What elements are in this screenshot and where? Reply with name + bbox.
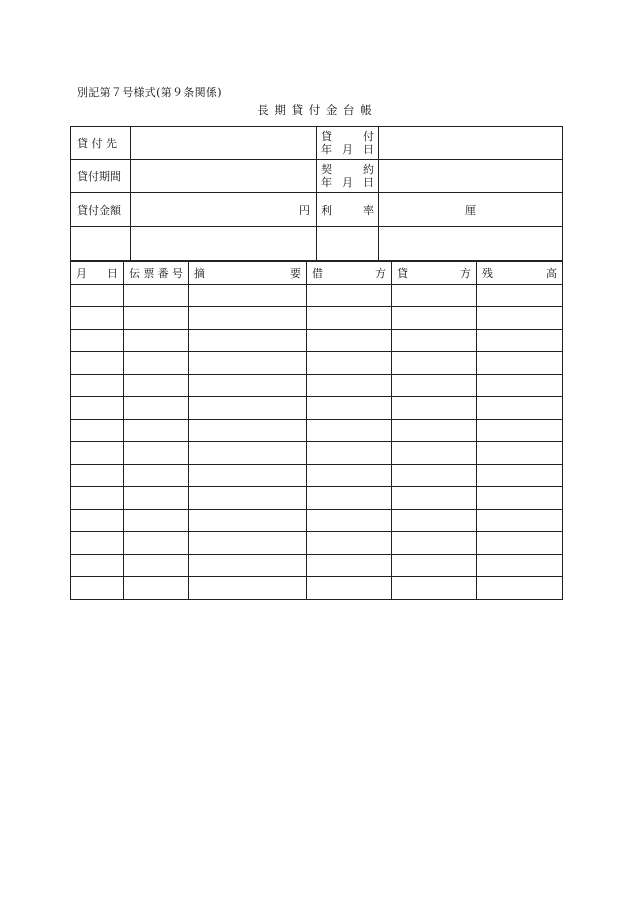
loan-info-table	[70, 126, 563, 261]
cell-month-day[interactable]	[71, 352, 124, 375]
cell-balance[interactable]	[477, 307, 563, 330]
cell-voucher-number[interactable]	[124, 284, 189, 307]
ledger-body	[71, 284, 563, 599]
cell-credit[interactable]	[392, 464, 477, 487]
cell-balance[interactable]	[477, 532, 563, 555]
cell-month-day[interactable]	[71, 577, 124, 600]
cell-description[interactable]	[189, 577, 307, 600]
cell-credit[interactable]	[392, 307, 477, 330]
cell-credit[interactable]	[392, 397, 477, 420]
cell-description[interactable]	[189, 374, 307, 397]
table-row	[71, 397, 563, 420]
interest-rate-label: 利 率	[317, 193, 379, 227]
cell-debit[interactable]	[307, 554, 392, 577]
header-debit: 借 方	[307, 262, 392, 285]
form-reference: 別記第７号様式(第９条関係)	[77, 86, 222, 99]
table-row	[71, 442, 563, 465]
cell-description[interactable]	[189, 352, 307, 375]
table-row	[71, 509, 563, 532]
table-row	[71, 577, 563, 600]
table-row	[71, 464, 563, 487]
cell-voucher-number[interactable]	[124, 487, 189, 510]
cell-month-day[interactable]	[71, 374, 124, 397]
blank-field-1[interactable]	[131, 227, 317, 261]
header-balance: 残 高	[477, 262, 563, 285]
cell-description[interactable]	[189, 532, 307, 555]
cell-description[interactable]	[189, 554, 307, 577]
cell-description[interactable]	[189, 442, 307, 465]
cell-balance[interactable]	[477, 397, 563, 420]
cell-voucher-number[interactable]	[124, 509, 189, 532]
cell-debit[interactable]	[307, 509, 392, 532]
cell-credit[interactable]	[392, 374, 477, 397]
cell-debit[interactable]	[307, 532, 392, 555]
blank-label-cell-2	[317, 227, 379, 261]
cell-voucher-number[interactable]	[124, 532, 189, 555]
loan-amount-label: 貸付金額	[71, 193, 131, 227]
cell-credit[interactable]	[392, 329, 477, 352]
cell-voucher-number[interactable]	[124, 442, 189, 465]
cell-voucher-number[interactable]	[124, 374, 189, 397]
cell-voucher-number[interactable]	[124, 464, 189, 487]
borrower-label: 貸 付 先	[71, 127, 131, 160]
cell-month-day[interactable]	[71, 329, 124, 352]
cell-description[interactable]	[189, 284, 307, 307]
table-row	[71, 532, 563, 555]
cell-debit[interactable]	[307, 307, 392, 330]
cell-description[interactable]	[189, 329, 307, 352]
header-credit: 貸 方	[392, 262, 477, 285]
cell-balance[interactable]	[477, 509, 563, 532]
cell-voucher-number[interactable]	[124, 577, 189, 600]
cell-balance[interactable]	[477, 577, 563, 600]
cell-month-day[interactable]	[71, 532, 124, 555]
loan-date-field[interactable]	[379, 127, 563, 160]
cell-credit[interactable]	[392, 532, 477, 555]
cell-month-day[interactable]	[71, 509, 124, 532]
interest-rate-field[interactable]	[379, 193, 563, 227]
table-row	[71, 487, 563, 510]
cell-voucher-number[interactable]	[124, 307, 189, 330]
table-row	[71, 352, 563, 375]
cell-credit[interactable]	[392, 352, 477, 375]
cell-debit[interactable]	[307, 464, 392, 487]
cell-description[interactable]	[189, 307, 307, 330]
blank-field-2[interactable]	[379, 227, 563, 261]
cell-month-day[interactable]	[71, 487, 124, 510]
cell-balance[interactable]	[477, 419, 563, 442]
table-row	[71, 329, 563, 352]
cell-debit[interactable]	[307, 284, 392, 307]
contract-date-label: 契 約 年 月 日	[317, 160, 379, 193]
cell-balance[interactable]	[477, 284, 563, 307]
cell-debit[interactable]	[307, 577, 392, 600]
loan-period-field[interactable]	[131, 160, 317, 193]
cell-description[interactable]	[189, 419, 307, 442]
table-row	[71, 419, 563, 442]
cell-balance[interactable]	[477, 554, 563, 577]
table-row	[71, 374, 563, 397]
header-month-day: 月 日	[71, 262, 124, 285]
cell-description[interactable]	[189, 487, 307, 510]
cell-balance[interactable]	[477, 352, 563, 375]
cell-debit[interactable]	[307, 329, 392, 352]
table-row	[71, 284, 563, 307]
table-row	[71, 554, 563, 577]
cell-debit[interactable]	[307, 374, 392, 397]
page-title: 長 期 貸 付 金 台 帳	[257, 103, 373, 117]
cell-voucher-number[interactable]	[124, 329, 189, 352]
ledger-table	[70, 261, 563, 600]
cell-credit[interactable]	[392, 577, 477, 600]
cell-balance[interactable]	[477, 464, 563, 487]
cell-credit[interactable]	[392, 442, 477, 465]
cell-debit[interactable]	[307, 419, 392, 442]
cell-credit[interactable]	[392, 554, 477, 577]
loan-date-label: 貸 付 年 月 日	[317, 127, 379, 160]
table-row	[71, 307, 563, 330]
cell-month-day[interactable]	[71, 554, 124, 577]
cell-voucher-number[interactable]	[124, 352, 189, 375]
cell-month-day[interactable]	[71, 442, 124, 465]
cell-voucher-number[interactable]	[124, 554, 189, 577]
cell-balance[interactable]	[477, 374, 563, 397]
cell-description[interactable]	[189, 397, 307, 420]
rin-unit: 厘	[465, 203, 476, 217]
cell-voucher-number[interactable]	[124, 397, 189, 420]
blank-label-cell	[71, 227, 131, 261]
header-description: 摘 要	[189, 262, 307, 285]
cell-balance[interactable]	[477, 442, 563, 465]
cell-month-day[interactable]	[71, 397, 124, 420]
cell-credit[interactable]	[392, 509, 477, 532]
loan-period-label: 貸付期間	[71, 160, 131, 193]
cell-credit[interactable]	[392, 487, 477, 510]
cell-voucher-number[interactable]	[124, 419, 189, 442]
cell-month-day[interactable]	[71, 307, 124, 330]
cell-debit[interactable]	[307, 352, 392, 375]
contract-date-field[interactable]	[379, 160, 563, 193]
cell-month-day[interactable]	[71, 284, 124, 307]
header-voucher-number: 伝 票 番 号	[124, 262, 189, 285]
loan-amount-field[interactable]	[131, 193, 317, 227]
cell-description[interactable]	[189, 464, 307, 487]
cell-debit[interactable]	[307, 442, 392, 465]
cell-month-day[interactable]	[71, 419, 124, 442]
borrower-field[interactable]	[131, 127, 317, 160]
cell-debit[interactable]	[307, 487, 392, 510]
cell-debit[interactable]	[307, 397, 392, 420]
cell-credit[interactable]	[392, 284, 477, 307]
cell-month-day[interactable]	[71, 464, 124, 487]
cell-balance[interactable]	[477, 329, 563, 352]
cell-description[interactable]	[189, 509, 307, 532]
yen-unit: 円	[299, 203, 310, 217]
cell-credit[interactable]	[392, 419, 477, 442]
cell-balance[interactable]	[477, 487, 563, 510]
